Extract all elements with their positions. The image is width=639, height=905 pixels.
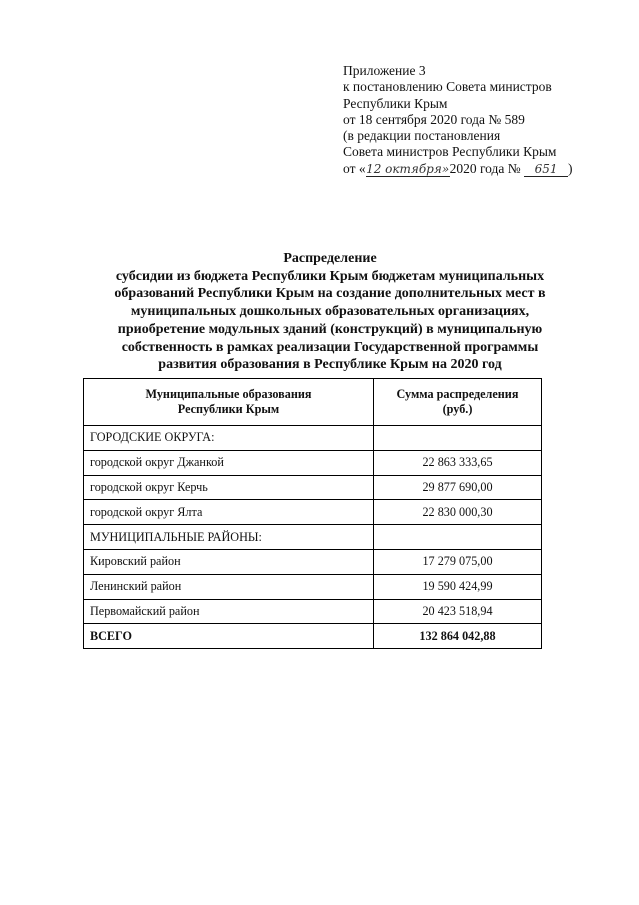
table-row [84, 500, 542, 525]
row-amount: 22 863 333,65 [374, 450, 542, 475]
row-name: Ленинский район [84, 574, 374, 599]
header-municipality [84, 379, 374, 426]
row-name: городской округ Джанкой [84, 450, 374, 475]
row-amount [374, 525, 542, 550]
row-name: городской округ Ялта [84, 500, 374, 525]
annex-resolution-ref: к постановлению Совета министров [343, 79, 552, 95]
table-row [84, 549, 542, 574]
table-row [84, 426, 542, 451]
table-row [84, 475, 542, 500]
header-amount [374, 379, 542, 426]
handwritten-number: 651 [524, 163, 568, 177]
row-name: МУНИЦИПАЛЬНЫЕ РАЙОНЫ: [84, 525, 374, 550]
annex-header [343, 63, 633, 177]
table-total-row [84, 624, 542, 649]
header-municipality-line1: Муниципальные образования [145, 387, 312, 401]
row-name: Кировский район [84, 549, 374, 574]
distribution-table [83, 378, 542, 649]
row-name: Первомайский район [84, 599, 374, 624]
annex-republic: Республики Крым [343, 95, 448, 111]
row-amount: 19 590 424,99 [374, 574, 542, 599]
row-amount [374, 426, 542, 451]
title-line-1: Распределение [283, 251, 377, 266]
row-amount: 20 423 518,94 [374, 599, 542, 624]
title-line-3: образований Республики Крым на создание дополнительных мест в [114, 286, 546, 302]
handwritten-date: 12 октября» [366, 161, 450, 176]
row-name: городской округ Керчь [84, 475, 374, 500]
title-line-7: развития образования в Республике Крым на 2020 год [158, 357, 502, 373]
total-label: ВСЕГО [84, 624, 374, 649]
date-prefix: от « [343, 160, 366, 176]
header-amount-line2: (руб.) [442, 402, 473, 416]
date-suffix: ) [568, 160, 573, 176]
table-row [84, 574, 542, 599]
table-header-row [84, 379, 542, 426]
header-amount-line1: Сумма распределения [396, 387, 519, 401]
annex-amendment-date [343, 161, 633, 177]
table-row [84, 599, 542, 624]
title-line-6: собственность в рамках реализации Государственной программы [121, 339, 539, 355]
row-amount: 17 279 075,00 [374, 549, 542, 574]
total-amount: 132 864 042,88 [374, 624, 542, 649]
date-year: 2020 года № [449, 160, 521, 176]
annex-original-date: от 18 сентября 2020 года № 589 [343, 111, 525, 127]
table-row [84, 525, 542, 550]
row-amount: 22 830 000,30 [374, 500, 542, 525]
annex-council: Совета министров Республики Крым [343, 144, 557, 160]
title-line-5: приобретение модульных зданий (конструкций) в муниципальную [117, 321, 543, 337]
row-amount: 29 877 690,00 [374, 475, 542, 500]
annex-edition-note: (в редакции постановления [343, 128, 501, 144]
table-row [84, 450, 542, 475]
document-title [80, 250, 580, 374]
header-municipality-line2: Республики Крым [177, 402, 280, 416]
title-line-4: муниципальных дошкольных образовательных организациях, [130, 304, 530, 320]
title-line-2: субсидии из бюджета Республики Крым бюджетам муниципальных [115, 268, 545, 284]
row-name: ГОРОДСКИЕ ОКРУГА: [84, 426, 374, 451]
annex-title: Приложение 3 [343, 63, 426, 78]
